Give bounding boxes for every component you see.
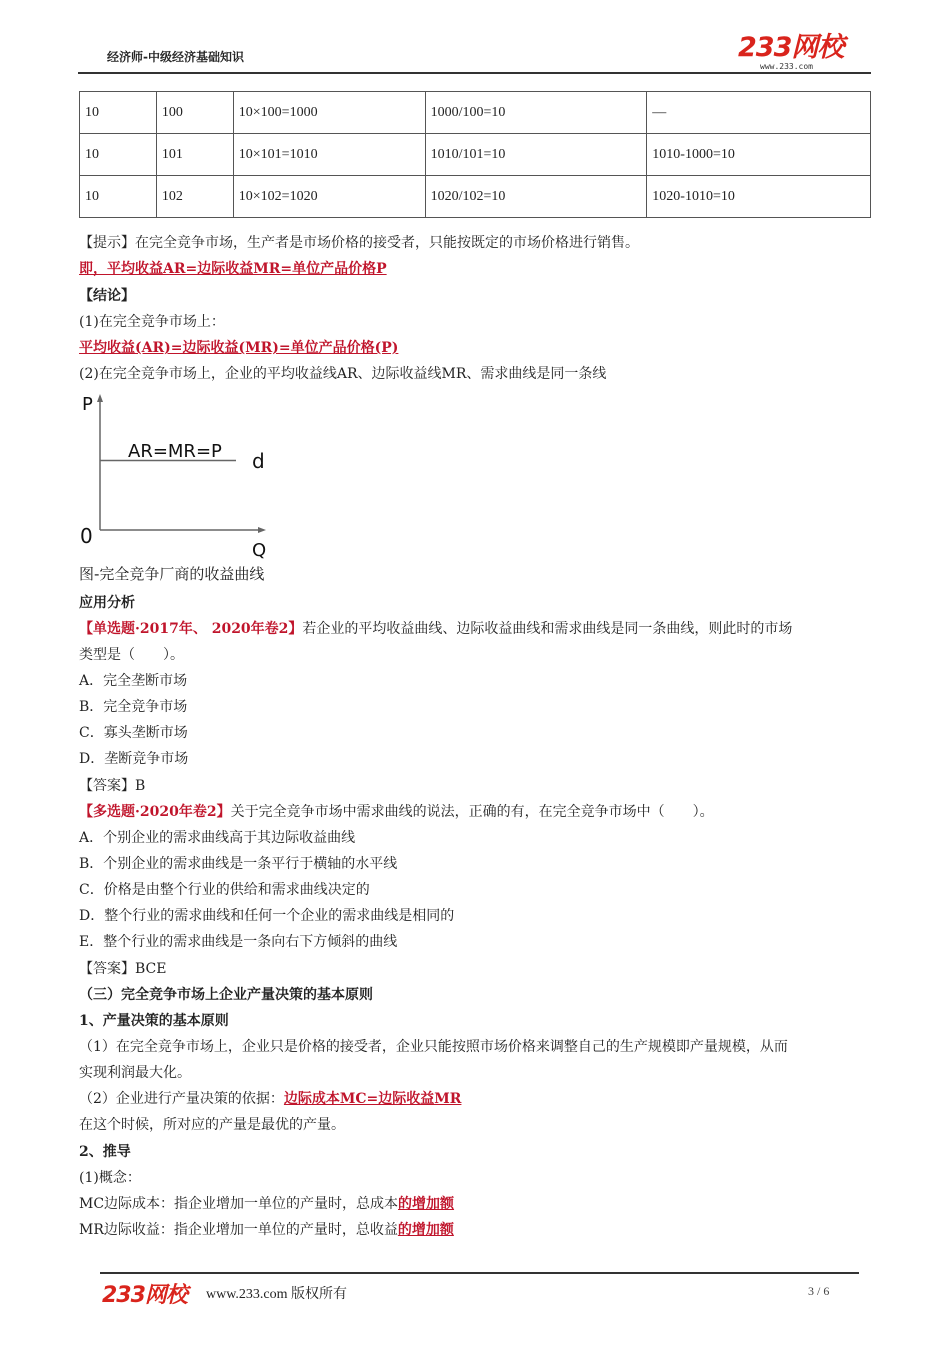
x-axis-arrow-icon <box>258 527 266 533</box>
table-cell: 1010-1000=10 <box>647 134 871 176</box>
table-cell: 10×101=1010 <box>233 134 425 176</box>
question-2-option: E．整个行业的需求曲线是一条向右下方倾斜的曲线 <box>79 934 398 950</box>
conclusion-heading: 【结论】 <box>79 288 135 304</box>
question-2-option: A．个别企业的需求曲线高于其边际收益曲线 <box>79 830 356 846</box>
question-1-text-cont: 类型是（ ）。 <box>79 647 184 663</box>
table-row <box>80 176 871 218</box>
table-row <box>80 92 871 134</box>
hint-text: 【提示】在完全竞争市场，生产者是市场价格的接受者，只能按既定的市场价格进行销售。 <box>79 235 639 251</box>
table-cell: 10×100=1000 <box>233 92 425 134</box>
table-cell: 10 <box>80 176 157 218</box>
brand-logo <box>738 34 858 74</box>
analysis-heading: 应用分析 <box>79 595 135 611</box>
table-cell: 1020/102=10 <box>425 176 647 218</box>
table-cell: 1000/100=10 <box>425 92 647 134</box>
demand-curve-label: d <box>252 449 265 473</box>
question-1-text: 若企业的平均收益曲线、边际收益曲线和需求曲线是同一条曲线，则此时的市场 <box>302 621 793 637</box>
paragraph-4: (1)概念： <box>79 1170 141 1186</box>
header-divider <box>78 72 871 74</box>
question-1-answer: 【答案】B <box>79 778 146 794</box>
table-cell: 101 <box>156 134 233 176</box>
question-1 <box>79 619 792 639</box>
question-1-option: A．完全垄断市场 <box>79 673 188 689</box>
chart-caption: 图-完全竞争厂商的收益曲线 <box>79 565 265 583</box>
origin-label: 0 <box>80 524 93 548</box>
y-axis-label: P <box>82 394 93 415</box>
table-cell: 100 <box>156 92 233 134</box>
table-row <box>80 134 871 176</box>
revenue-curve-chart <box>76 390 296 560</box>
document-header-title: 经济师-中级经济基础知识 <box>107 50 244 64</box>
question-2-option: D．整个行业的需求曲线和任何一个企业的需求曲线是相同的 <box>79 908 455 924</box>
brand-logo-text: 233网校 <box>738 32 844 63</box>
footer-copyright: www.233.com 版权所有 <box>206 1287 348 1302</box>
question-2-answer: 【答案】BCE <box>79 961 167 977</box>
hint-formula: 即，平均收益AR=边际收益MR=单位产品价格P <box>79 261 387 277</box>
page-number: 3 / 6 <box>808 1284 830 1298</box>
paragraph-3: 在这个时候，所对应的产量是最优的产量。 <box>79 1117 345 1133</box>
line-label: AR=MR=P <box>128 441 222 462</box>
table-cell: 102 <box>156 176 233 218</box>
y-axis-arrow-icon <box>97 394 103 402</box>
question-2-tag: 【多选题·2020年卷2】 <box>79 804 231 820</box>
question-1-option: D．垄断竞争市场 <box>79 751 189 767</box>
section-3-heading: （三）完全竞争市场上企业产量决策的基本原则 <box>79 987 373 1003</box>
mr-increment: 的增加额 <box>397 1222 454 1238</box>
brand-logo-url: www.233.com <box>760 62 813 71</box>
table-cell: 10 <box>80 92 157 134</box>
question-2 <box>79 802 714 822</box>
table-cell: 10 <box>80 134 157 176</box>
question-2-option: B．个别企业的需求曲线是一条平行于横轴的水平线 <box>79 856 398 872</box>
paragraph-2 <box>79 1089 461 1109</box>
question-2-option: C．价格是由整个行业的供给和需求曲线决定的 <box>79 882 370 898</box>
question-1-option: B．完全竞争市场 <box>79 699 188 715</box>
table-cell: 1010/101=10 <box>425 134 647 176</box>
paragraph-1-cont: 实现利润最大化。 <box>79 1065 191 1081</box>
mc-increment: 的增加额 <box>398 1196 455 1212</box>
paragraph-1: （1）在完全竞争市场上，企业只是价格的接受者，企业只能按照市场价格来调整自己的生产规模即产量规模，从而 <box>79 1039 788 1055</box>
question-1-tag: 【单选题·2017年、 2020年卷2】 <box>79 621 303 637</box>
paragraph-2-text: （2）企业进行产量决策的依据： <box>79 1091 284 1107</box>
table-cell: — <box>647 92 871 134</box>
footer-divider <box>100 1272 859 1274</box>
question-1-option: C．寡头垄断市场 <box>79 725 188 741</box>
footer-logo: 233网校 <box>102 1283 187 1308</box>
conclusion-formula: 平均收益(AR)=边际收益(MR)=单位产品价格(P) <box>79 340 399 356</box>
mr-definition <box>79 1220 454 1240</box>
table-cell: 10×102=1020 <box>233 176 425 218</box>
conclusion-point-1: (1)在完全竞争市场上： <box>79 314 225 330</box>
mr-definition-text: MR边际收益：指企业增加一单位的产量时，总收益 <box>79 1222 398 1238</box>
table-cell: 1020-1010=10 <box>647 176 871 218</box>
conclusion-point-2: (2)在完全竞争市场上，企业的平均收益线AR、边际收益线MR、需求曲线是同一条线 <box>79 366 607 382</box>
subsection-2-heading: 2、推导 <box>79 1144 131 1160</box>
question-2-text: 关于完全竞争市场中需求曲线的说法，正确的有，在完全竞争市场中（ ）。 <box>230 804 714 820</box>
mc-mr-formula: 边际成本MC=边际收益MR <box>283 1091 462 1107</box>
mc-definition <box>79 1194 454 1214</box>
revenue-table <box>79 91 871 218</box>
mc-definition-text: MC边际成本：指企业增加一单位的产量时，总成本 <box>79 1196 399 1212</box>
subsection-1-heading: 1、产量决策的基本原则 <box>79 1013 229 1029</box>
x-axis-label: Q <box>252 540 267 560</box>
